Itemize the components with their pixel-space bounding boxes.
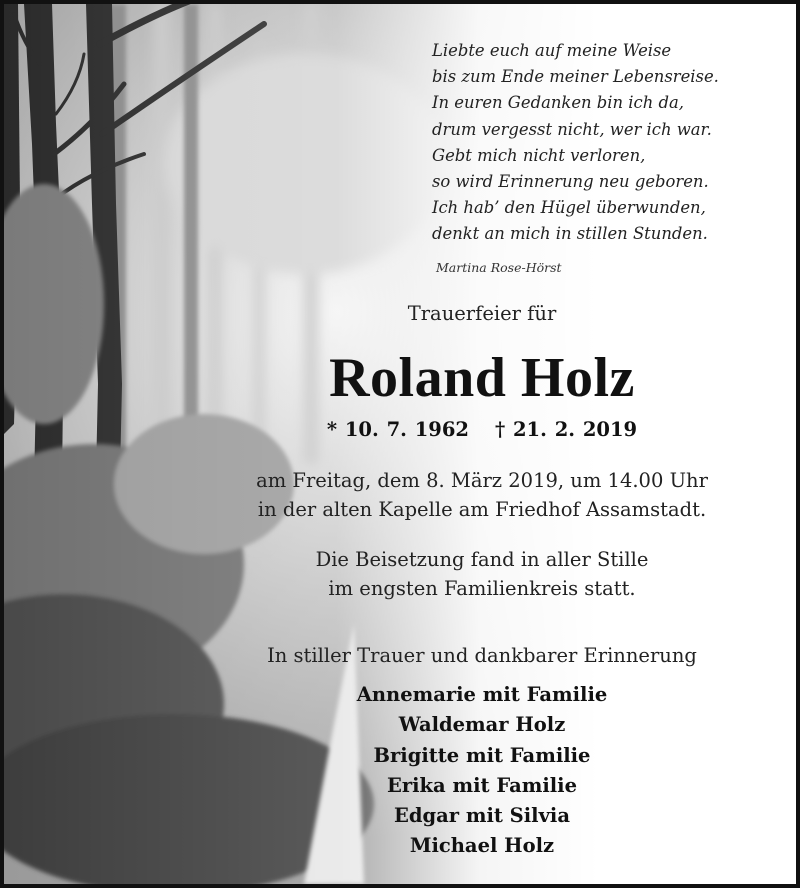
deceased-name: Roland Holz	[329, 347, 635, 409]
poem-line: Liebte euch auf meine Weise	[432, 41, 672, 60]
ceremony-line: am Freitag, dem 8. März 2019, um 14.00 Uhr	[256, 469, 708, 492]
life-dates	[4, 418, 800, 441]
poem-line: denkt an mich in stillen Stunden.	[432, 224, 708, 244]
poem-line: so wird Erinnerung neu geboren.	[432, 172, 709, 192]
notice-text-layer	[4, 4, 796, 884]
burial-line: im engsten Familienkreis statt.	[328, 577, 636, 600]
mourner-entry: Annemarie mit Familie	[356, 683, 608, 706]
mourner-entry: Waldemar Holz	[398, 713, 566, 737]
mourner-entry: Edgar mit Silvia	[394, 804, 570, 828]
poem-line: In euren Gedanken bin ich da,	[432, 93, 684, 113]
poem-line: Gebt mich nicht verloren,	[432, 145, 646, 165]
memorial-poem	[432, 38, 782, 248]
burial-line: Die Beisetzung fand in aller Stille	[315, 548, 649, 571]
poem-line: Ich hab’ den Hügel überwunden,	[432, 198, 706, 218]
mourner-entry: Erika mit Familie	[387, 773, 577, 797]
closing-phrase: In stiller Trauer und dankbarer Erinnerung	[267, 644, 697, 667]
poem-line: bis zum Ende meiner Lebensreise.	[432, 67, 719, 87]
ceremony-intro: Trauerfeier für	[407, 302, 557, 325]
ceremony-details	[4, 466, 800, 524]
birth-date: * 10. 7. 1962	[326, 418, 469, 441]
ceremony-line: in der alten Kapelle am Friedhof Assamstadt.	[257, 498, 707, 521]
poem-author: Martina Rose-Hörst	[436, 260, 562, 275]
mourners-list	[4, 680, 800, 862]
mourner-entry: Michael Holz	[409, 834, 555, 858]
burial-note	[4, 545, 800, 603]
death-date: † 21. 2. 2019	[495, 418, 638, 441]
mourner-entry: Brigitte mit Familie	[373, 743, 591, 767]
poem-line: drum vergesst nicht, wer ich war.	[432, 119, 712, 139]
